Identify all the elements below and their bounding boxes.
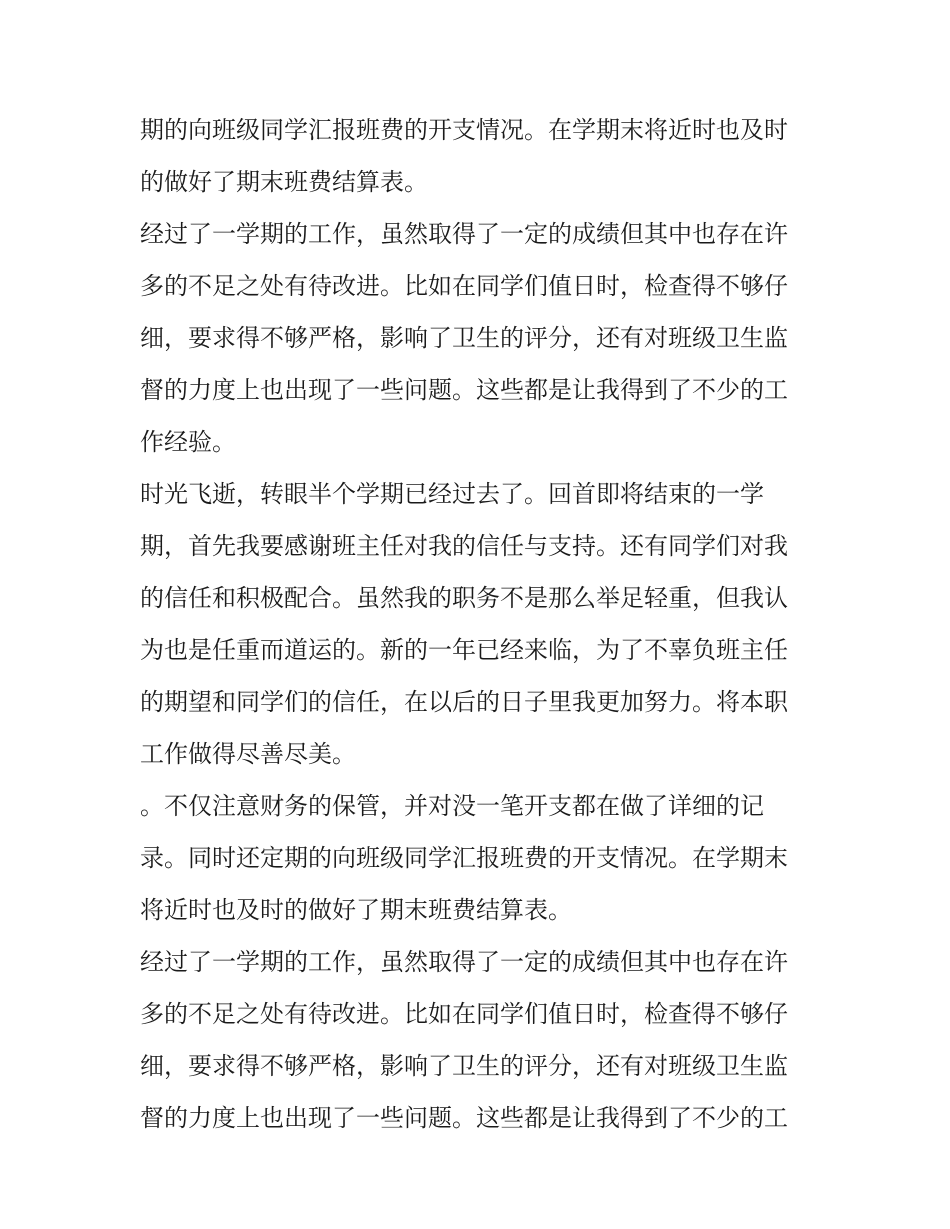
body-text [140, 104, 812, 1144]
text-line: 经过了一学期的工作，虽然取得了一定的成绩但其中也存在许 [140, 948, 788, 976]
text-line: 为也是任重而道运的。新的一年已经来临，为了不辜负班主任 [140, 636, 788, 664]
text-line: 期的向班级同学汇报班费的开支情况。在学期末将近时也及时 [140, 116, 788, 144]
text-line: 经过了一学期的工作，虽然取得了一定的成绩但其中也存在许 [140, 220, 788, 248]
text-line: 的做好了期末班费结算表。 [140, 168, 428, 196]
text-line: 工作做得尽善尽美。 [140, 740, 356, 768]
text-line: 期，首先我要感谢班主任对我的信任与支持。还有同学们对我 [140, 532, 788, 560]
text-line: 督的力度上也出现了一些问题。这些都是让我得到了不少的工 [140, 376, 788, 404]
text-line: 将近时也及时的做好了期末班费结算表。 [140, 896, 572, 924]
text-line: 作经验。 [140, 428, 236, 456]
text-line: 。不仅注意财务的保管，并对没一笔开支都在做了详细的记 [140, 792, 764, 820]
text-line: 的期望和同学们的信任，在以后的日子里我更加努力。将本职 [140, 688, 788, 716]
text-line: 多的不足之处有待改进。比如在同学们值日时，检查得不够仔 [140, 272, 788, 300]
text-line: 录。同时还定期的向班级同学汇报班费的开支情况。在学期末 [140, 844, 788, 872]
text-line: 的信任和积极配合。虽然我的职务不是那么举足轻重，但我认 [140, 584, 788, 612]
text-line: 时光飞逝，转眼半个学期已经过去了。回首即将结束的一学 [140, 480, 764, 508]
text-line: 细，要求得不够严格，影响了卫生的评分，还有对班级卫生监 [140, 1052, 788, 1080]
text-line: 督的力度上也出现了一些问题。这些都是让我得到了不少的工 [140, 1104, 788, 1132]
text-line: 多的不足之处有待改进。比如在同学们值日时，检查得不够仔 [140, 1000, 788, 1028]
text-line: 细，要求得不够严格，影响了卫生的评分，还有对班级卫生监 [140, 324, 788, 352]
